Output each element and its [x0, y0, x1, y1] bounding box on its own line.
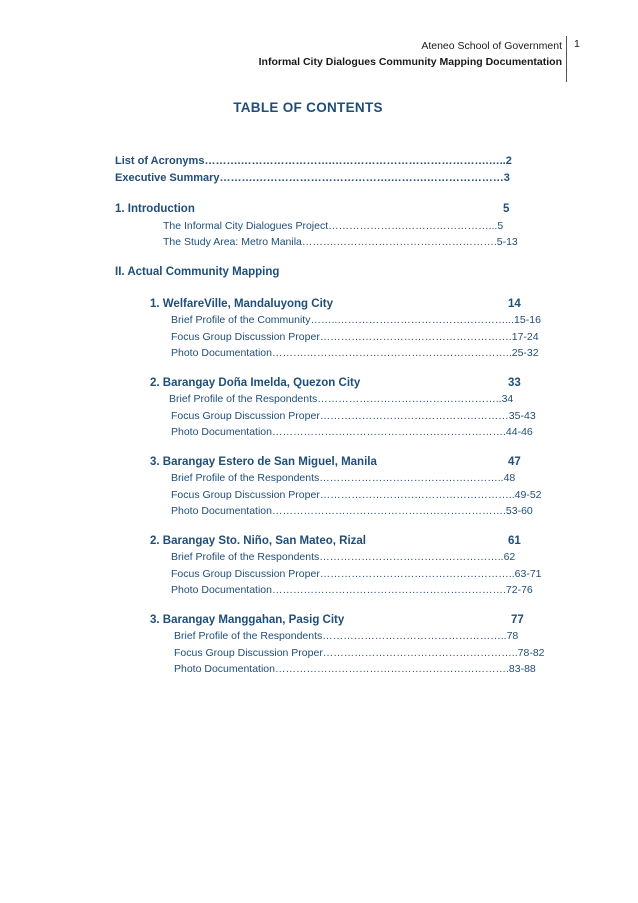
- toc-subsection-welfareville[interactable]: 1. WelfareVille, Mandaluyong City: [150, 298, 333, 310]
- toc-entry-icd-project[interactable]: The Informal City Dialogues Project………………….……………………...5: [163, 220, 504, 232]
- toc-page-manggahan: 77: [511, 614, 524, 626]
- toc-entry-s1-profile[interactable]: Brief Profile of the Community……..…………………………………………...15-16: [171, 314, 541, 326]
- toc-page-sto-nino: 61: [508, 535, 521, 547]
- toc-entry-acronyms[interactable]: List of Acronyms……….…………………….…………………………………….…..2: [115, 155, 512, 167]
- toc-entry-s3-profile[interactable]: Brief Profile of the Respondents……………………………………………..48: [171, 472, 516, 484]
- toc-entry-s2-photo[interactable]: Photo Documentation………………………………………………………….44-46: [171, 426, 533, 438]
- toc-entry-s3-photo[interactable]: Photo Documentation………………………………………………………….53-60: [171, 505, 533, 517]
- toc-entry-s4-fgd[interactable]: Focus Group Discussion Proper………………………………………………..63-71: [171, 568, 542, 580]
- toc-entry-study-area[interactable]: The Study Area: Metro Manila……….……………………………………….5-13: [163, 236, 518, 248]
- header-doc-title: Informal City Dialogues Community Mapping Documentation: [258, 56, 562, 68]
- toc-entry-s5-fgd[interactable]: Focus Group Discussion Proper………………………………………………..78-82: [174, 647, 545, 659]
- toc-entry-s5-photo[interactable]: Photo Documentation………………………………………………………….83-88: [174, 663, 536, 675]
- toc-entry-s1-fgd[interactable]: Focus Group Discussion Proper……………………………………………….17-24: [171, 331, 539, 343]
- toc-section-introduction[interactable]: 1. Introduction: [115, 203, 195, 215]
- toc-page-introduction: 5: [503, 203, 510, 215]
- toc-entry-s5-profile[interactable]: Brief Profile of the Respondents……………………………………………..78: [174, 630, 519, 642]
- toc-entry-s1-photo[interactable]: Photo Documentation……….…………………………………………………..25-32: [171, 347, 539, 359]
- toc-subsection-manggahan[interactable]: 3. Barangay Manggahan, Pasig City: [150, 614, 345, 626]
- page-header: [259, 38, 562, 70]
- toc-entry-s2-fgd[interactable]: Focus Group Discussion Proper………………………………………………35-43: [171, 410, 536, 422]
- toc-entry-s2-profile[interactable]: Brief Profile of the Respondents……………………………………………..34: [169, 393, 514, 405]
- toc-entry-s3-fgd[interactable]: Focus Group Discussion Proper………………………………………………..49-52: [171, 489, 542, 501]
- toc-title: TABLE OF CONTENTS: [233, 100, 383, 115]
- toc-entry-s4-profile[interactable]: Brief Profile of the Respondents……………………………………………..62: [171, 551, 516, 563]
- page-number: 1: [574, 38, 580, 50]
- header-divider: [566, 36, 567, 82]
- toc-section-actual-mapping[interactable]: II. Actual Community Mapping: [115, 266, 280, 278]
- toc-page-welfareville: 14: [508, 298, 521, 310]
- toc-entry-s4-photo[interactable]: Photo Documentation………………………………………………………….72-76: [171, 584, 533, 596]
- toc-subsection-estero[interactable]: 3. Barangay Estero de San Miguel, Manila: [150, 456, 377, 468]
- toc-subsection-dona-imelda[interactable]: 2. Barangay Doña Imelda, Quezon City: [150, 377, 361, 389]
- toc-page-estero: 47: [508, 456, 521, 468]
- toc-page-dona-imelda: 33: [508, 377, 521, 389]
- toc-subsection-sto-nino[interactable]: 2. Barangay Sto. Niño, San Mateo, Rizal: [150, 535, 366, 547]
- header-org: Ateneo School of Government: [421, 40, 562, 52]
- toc-entry-executive-summary[interactable]: Executive Summary……….……………………………….……….…………………3: [115, 172, 510, 184]
